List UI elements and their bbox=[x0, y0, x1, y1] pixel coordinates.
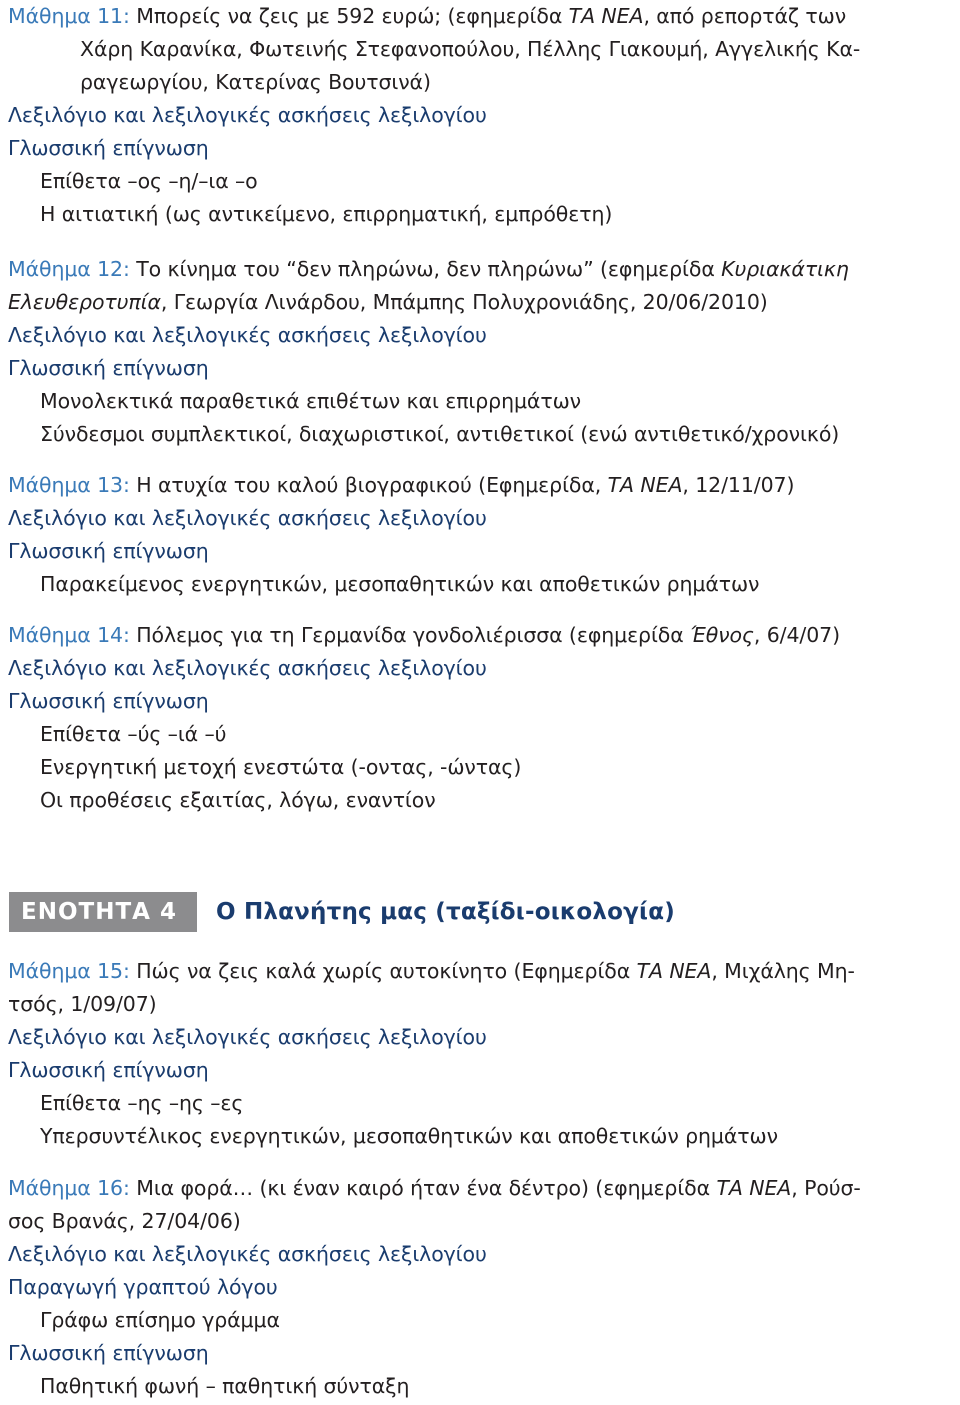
lesson-label: Μάθημα 11: bbox=[8, 4, 130, 28]
lesson-label: Μάθημα 16: bbox=[8, 1176, 130, 1200]
topic-item: Επίθετα –ος –η/–ια –ο bbox=[40, 169, 258, 193]
topic-item: Παρακείμενος ενεργητικών, μεσοπαθητικών και αποθετικών ρημάτων bbox=[40, 572, 760, 596]
lesson-11-authors: Χάρη Καρανίκα, Φωτεινής Στεφανοπούλου, Πέλλης Γιακουμή, Αγγελικής Κα- bbox=[80, 37, 861, 61]
language-heading: Γλωσσική επίγνωση bbox=[8, 539, 209, 563]
lesson-12-title: Μάθημα 12: Το κίνημα του “δεν πληρώνω, δεν πληρώνω” (εφημερίδα Κυριακάτικη bbox=[8, 257, 849, 281]
topic-item: Σύνδεσμοι συμπλεκτικοί, διαχωριστικοί, αντιθετικοί (ενώ αντιθετικό/χρονικό) bbox=[40, 422, 840, 446]
vocab-heading: Λεξιλόγιο και λεξιλογικές ασκήσεις λεξιλογίου bbox=[8, 103, 487, 127]
topic-item: Επίθετα –ύς –ιά –ύ bbox=[40, 722, 227, 746]
unit-badge: ΕΝΟΤΗΤΑ 4 bbox=[9, 892, 197, 932]
topic-item: Οι προθέσεις εξαιτίας, λόγω, εναντίον bbox=[40, 788, 436, 812]
language-heading: Γλωσσική επίγνωση bbox=[8, 1058, 209, 1082]
vocab-heading: Λεξιλόγιο και λεξιλογικές ασκήσεις λεξιλογίου bbox=[8, 506, 487, 530]
lesson-label: Μάθημα 14: bbox=[8, 623, 130, 647]
topic-item: Υπερσυντέλικος ενεργητικών, μεσοπαθητικών και αποθετικών ρημάτων bbox=[40, 1124, 778, 1148]
vocab-heading: Λεξιλόγιο και λεξιλογικές ασκήσεις λεξιλογίου bbox=[8, 1025, 487, 1049]
lesson-11-title: Μάθημα 11: Μπορείς να ζεις με 592 ευρώ; (εφημερίδα ΤΑ ΝΕΑ, από ρεπορτάζ των bbox=[8, 4, 847, 28]
language-heading: Γλωσσική επίγνωση bbox=[8, 136, 209, 160]
lesson-16-title: Μάθημα 16: Μια φορά… (κι έναν καιρό ήταν ένα δέντρο) (εφημερίδα ΤΑ ΝΕΑ, Ρούσ- bbox=[8, 1176, 861, 1200]
language-heading: Γλωσσική επίγνωση bbox=[8, 356, 209, 380]
lesson-12-source: Ελευθεροτυπία, Γεωργία Λινάρδου, Μπάμπης Πολυχρονιάδης, 20/06/2010) bbox=[8, 290, 768, 314]
lesson-13-title: Μάθημα 13: Η ατυχία του καλού βιογραφικού (Εφημερίδα, ΤΑ ΝΕΑ, 12/11/07) bbox=[8, 473, 795, 497]
topic-item: Ενεργητική μετοχή ενεστώτα (-οντας, -ώντας) bbox=[40, 755, 522, 779]
topic-item: Γράφω επίσημο γράμμα bbox=[40, 1308, 280, 1332]
lesson-label: Μάθημα 13: bbox=[8, 473, 130, 497]
lesson-14-title: Μάθημα 14: Πόλεμος για τη Γερμανίδα γονδολιέρισσα (εφημερίδα Έθνος, 6/4/07) bbox=[8, 623, 840, 647]
topic-item: Η αιτιατική (ως αντικείμενο, επιρρηματική, εμπρόθετη) bbox=[40, 202, 613, 226]
topic-item: Μονολεκτικά παραθετικά επιθέτων και επιρρημάτων bbox=[40, 389, 582, 413]
vocab-heading: Λεξιλόγιο και λεξιλογικές ασκήσεις λεξιλογίου bbox=[8, 1242, 487, 1266]
lesson-label: Μάθημα 12: bbox=[8, 257, 130, 281]
lesson-label: Μάθημα 15: bbox=[8, 959, 130, 983]
topic-item: Επίθετα –ης –ης –ες bbox=[40, 1091, 244, 1115]
topic-item: Παθητική φωνή – παθητική σύνταξη bbox=[40, 1374, 410, 1398]
unit-title: Ο Πλανήτης μας (ταξίδι-οικολογία) bbox=[216, 899, 675, 925]
vocab-heading: Λεξιλόγιο και λεξιλογικές ασκήσεις λεξιλογίου bbox=[8, 656, 487, 680]
lesson-15-title: Μάθημα 15: Πώς να ζεις καλά χωρίς αυτοκίνητο (Εφημερίδα ΤΑ ΝΕΑ, Μιχάλης Μη- bbox=[8, 959, 855, 983]
lesson-11-authors-cont: ραγεωργίου, Κατερίνας Βουτσινά) bbox=[80, 70, 431, 94]
vocab-heading: Λεξιλόγιο και λεξιλογικές ασκήσεις λεξιλογίου bbox=[8, 323, 487, 347]
lesson-15-source: τσός, 1/09/07) bbox=[8, 992, 157, 1016]
language-heading: Γλωσσική επίγνωση bbox=[8, 1341, 209, 1365]
writing-heading: Παραγωγή γραπτού λόγου bbox=[8, 1275, 278, 1299]
lesson-16-source: σος Βρανάς, 27/04/06) bbox=[8, 1209, 241, 1233]
language-heading: Γλωσσική επίγνωση bbox=[8, 689, 209, 713]
